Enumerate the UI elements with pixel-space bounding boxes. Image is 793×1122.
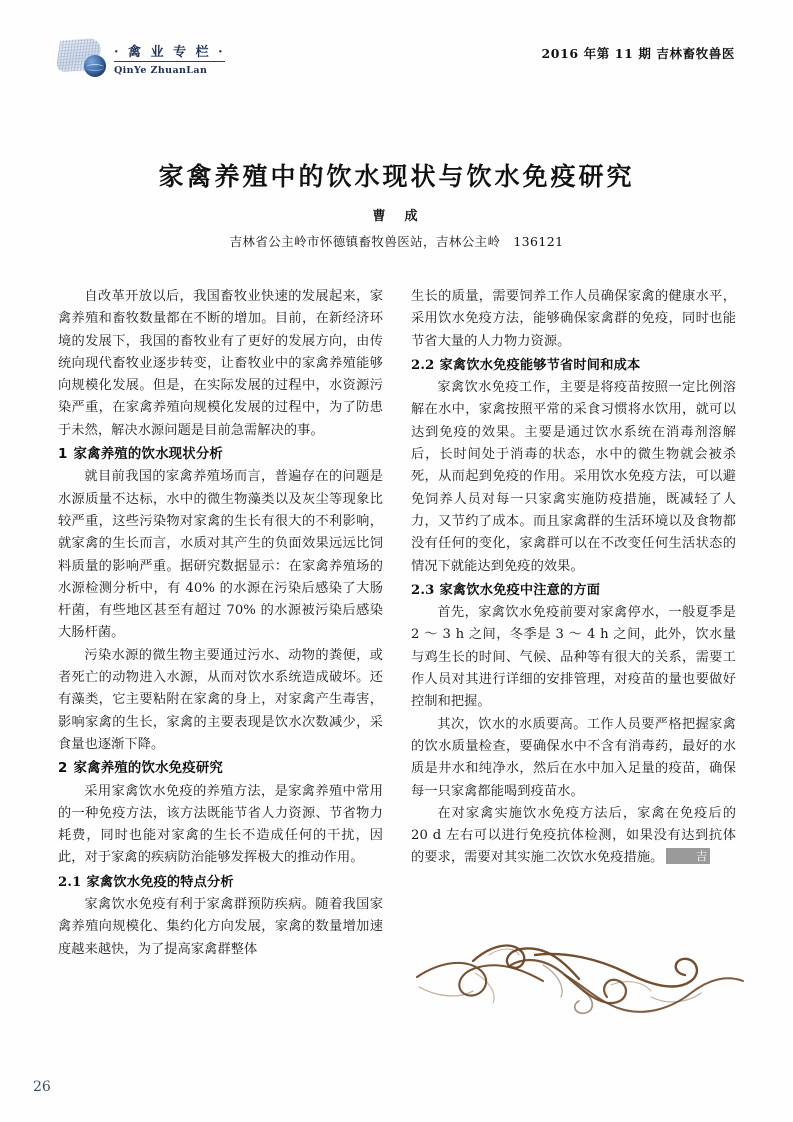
globe-icon bbox=[84, 55, 106, 77]
paragraph-6: 首先，家禽饮水免疫前要对家禽停水，一般夏季是 2 ～ 3 h 之间，冬季是 3 ～ 4 h 之间，此外，饮水量与鸡生长的时间、气候、品种等有很大的关系，需要工作人员对其进行详细的安排管理，对疫苗的量也要做好控制和把握。 bbox=[411, 605, 736, 710]
subheading-2-3-number: 2.3 bbox=[411, 582, 435, 598]
flourish-ornament-icon bbox=[415, 925, 745, 1020]
heading-1 bbox=[58, 444, 383, 466]
paragraph-8 bbox=[411, 803, 736, 870]
logo-text bbox=[114, 41, 225, 76]
paragraph-intro: 自改革开放以后，我国畜牧业快速的发展起来，家禽养殖和畜牧数量都在不断的增加。目前，在新经济环境的发展下，我国的畜牧业有了更好的发展方向，由传统向现代畜牧业逐步转变，让畜牧业中的家禽养殖能够向规模化发展。但是，在实际发展的过程中，水资源污染严重，在家禽养殖向规模化发展的过程中，为了防患于未然，解决水源问题是目前急需解决的事。 bbox=[58, 289, 383, 438]
heading-2-number: 2 bbox=[58, 761, 68, 777]
subheading-2-1 bbox=[58, 872, 383, 894]
page-number: 26 bbox=[33, 1079, 51, 1095]
paragraph-3: 采用家禽饮水免疫的养殖方法，是家禽养殖中常用的一种免疫方法，该方法既能节省人力资源、节省物力耗费，同时也能对家禽的生长不造成任何的干扰，因此，对于家禽的疾病防治能够发挥极大的推动作用。 bbox=[58, 783, 383, 866]
subheading-2-3-label: 家禽饮水免疫中注意的方面 bbox=[439, 582, 601, 598]
end-of-article-mark: 吉 bbox=[666, 848, 710, 864]
heading-2 bbox=[58, 758, 383, 780]
left-column bbox=[58, 286, 383, 957]
subheading-2-2-label: 家禽饮水免疫能够节省时间和成本 bbox=[439, 357, 641, 373]
paragraph-5: 家禽饮水免疫工作，主要是将疫苗按照一定比例溶解在水中，家禽按照平常的采食习惯将水饮用，就可以达到免疫的效果。主要是通过饮水系统在消毒剂溶解后，长时间处于消毒的状态，水中的微生物就会被杀死，从而起到免疫的作用。采用饮水免疫方法，可以避免饲养人员对每一只家禽实施防疫措施，既减轻了人力，又节约了成本。而且家禽群的生活环境以及食物都没有任何的变化，家禽群可以在不改变任何生活状态的情况下就能达到免疫的效果。 bbox=[411, 380, 736, 574]
right-column bbox=[411, 286, 736, 926]
issue-line: 2016 年第 11 期 吉林畜牧兽医 bbox=[541, 46, 735, 61]
article-title: 家禽养殖中的饮水现状与饮水免疫研究 bbox=[158, 161, 635, 191]
paragraph-7: 其次，饮水的水质要高。工作人员要严格把握家禽的饮水质量检查，要确保水中不含有消毒药，最好的水质是井水和纯净水，然后在水中加入足量的疫苗，确保每一只家禽都能喝到疫苗水。 bbox=[411, 716, 736, 799]
heading-2-label: 家禽养殖的饮水免疫研究 bbox=[73, 761, 224, 777]
paragraph-4: 家禽饮水免疫有利于家禽群预防疾病。随着我国家禽养殖向规模化、集约化方向发展，家禽的数量增加速度越来越快，为了提高家禽群整体 bbox=[58, 897, 383, 957]
subheading-2-3 bbox=[411, 580, 736, 602]
article-affiliation: 吉林省公主岭市怀德镇畜牧兽医站，吉林公主岭 136121 bbox=[229, 234, 564, 249]
logo-title-cn: · 禽 业 专 栏 · bbox=[114, 41, 225, 62]
heading-1-number: 1 bbox=[58, 447, 68, 463]
subheading-2-2 bbox=[411, 355, 736, 377]
paragraph-1: 就目前我国的家禽养殖场而言，普遍存在的问题是水源质量不达标，水中的微生物藻类以及灰尘等现象比较严重，这些污染物对家禽的生长有很大的不利影响，就家禽的生长而言，水质对其产生的负面效果远远比饲料质量的影响严重。据研究数据显示：在家禽养殖场的水源检测分析中，有 40% 的水源在污染后感染了大肠杆菌，有些地区甚至有超过 70% 的水源被污染后感染大肠杆菌。 bbox=[58, 469, 383, 641]
paragraph-continuation: 生长的质量，需要饲养工作人员确保家禽的健康水平，采用饮水免疫方法，能够确保家禽群的免疫，同时也能节省大量的人力物力资源。 bbox=[411, 289, 736, 349]
paragraph-2: 污染水源的微生物主要通过污水、动物的粪便，或者死亡的动物进入水源，从而对饮水系统造成破坏。还有藻类，它主要粘附在家禽的身上，对家禽产生毒害，影响家禽的生长，家禽的主要表现是饮水次数减少，采食量也逐渐下降。 bbox=[58, 647, 383, 752]
logo-title-en: QinYe ZhuanLan bbox=[114, 64, 208, 76]
article-author: 曹 成 bbox=[372, 209, 421, 224]
subheading-2-1-label: 家禽饮水免疫的特点分析 bbox=[86, 874, 234, 890]
logo-mark-icon bbox=[58, 37, 108, 79]
paragraph-8-text: 在对家禽实施饮水免疫方法后，家禽在免疫后的 20 d 左右可以进行免疫抗体检测，如果没有达到抗体的要求，需要对其实施二次饮水免疫措施。 bbox=[411, 805, 736, 866]
subheading-2-2-number: 2.2 bbox=[411, 357, 435, 373]
heading-1-label: 家禽养殖的饮水现状分析 bbox=[73, 447, 224, 463]
journal-logo bbox=[58, 34, 225, 82]
page-header bbox=[58, 34, 735, 86]
article-body bbox=[58, 286, 736, 957]
subheading-2-1-number: 2.1 bbox=[58, 874, 82, 890]
